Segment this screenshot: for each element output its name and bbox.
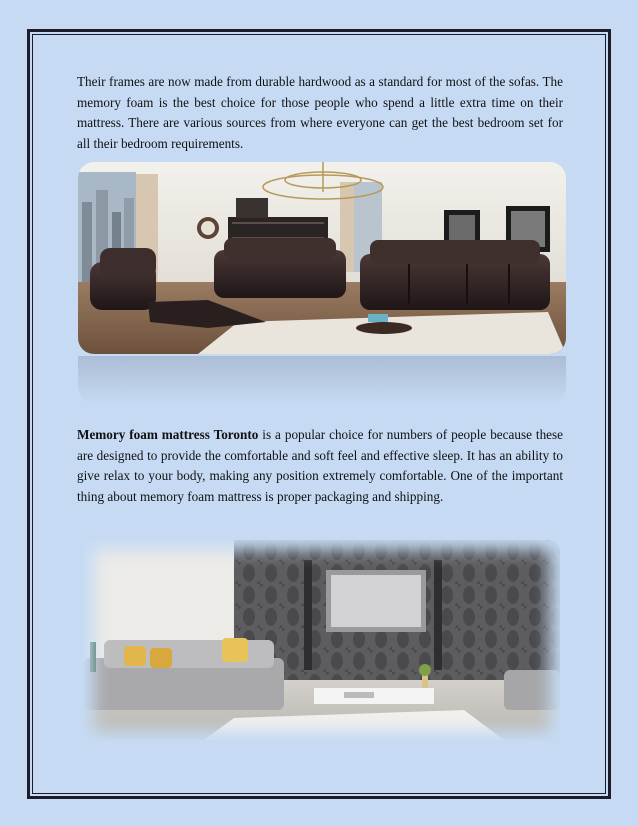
living-room-photo [78,162,566,354]
paragraph-memory-foam [77,425,563,507]
photo-reflection [78,356,566,406]
paragraph-body: is a popular choice for numbers of people because these are designed to provide the comfortable and soft feel and effective sleep. It has an ability to give relax to your body, making any position extremely comfortable. One of the important thing about memory foam mattress is proper packaging and shipping. [77,427,563,504]
paragraph-sofas: Their frames are now made from durable hardwood as a standard for most of the sofas. The memory foam is the best choice for those people who spend a little extra time on their mattress. There are various sources from where everyone can get the best bedroom set for all their bedroom requirements. [77,74,563,151]
keyword-link: Memory foam mattress Toronto [77,427,259,442]
tv-room-photo [84,540,560,740]
